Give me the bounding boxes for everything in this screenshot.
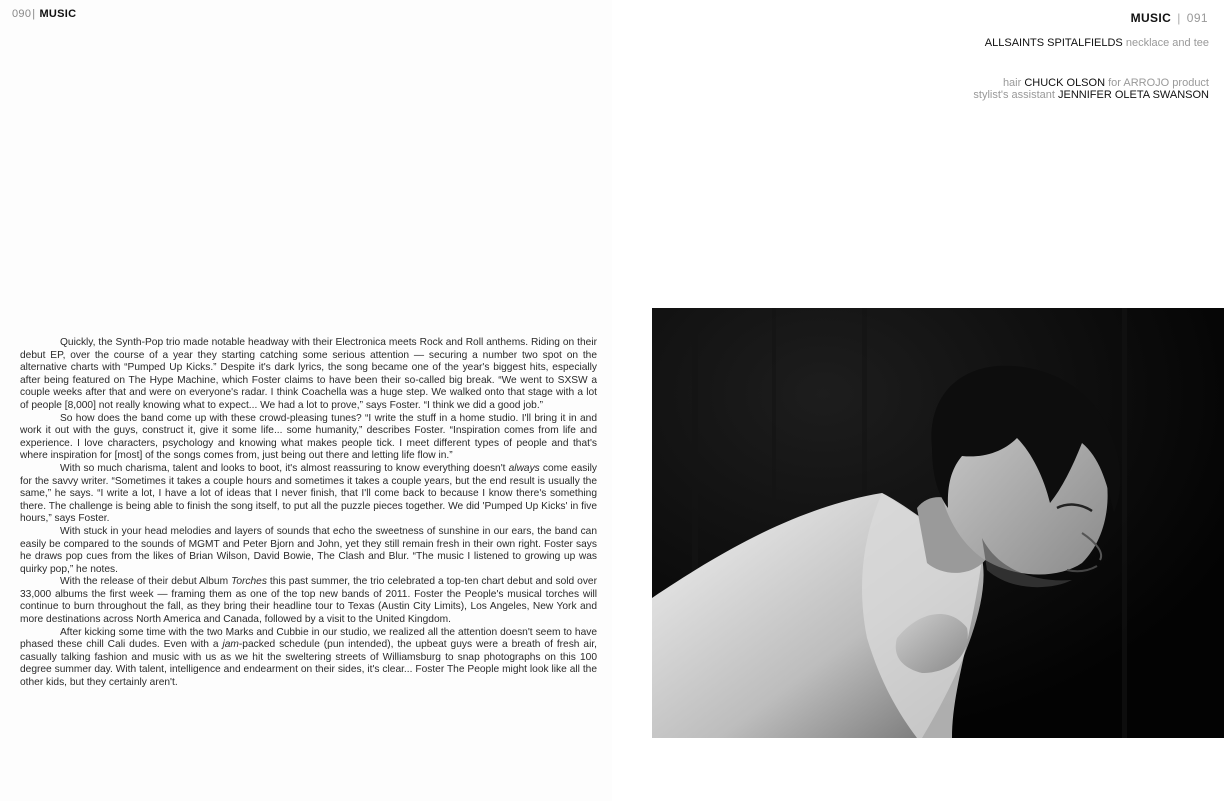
right-folio-separator: | [1177,11,1181,25]
assistant-name: JENNIFER OLETA SWANSON [1058,89,1209,101]
article-paragraph-3: With so much charisma, talent and looks to boot, it's almost reassuring to know everything doesn't always come easily for the savvy writer. “Sometimes it takes a couple hours and sometimes it takes a couple years, but the end result is usually the same,” he says. “I write a lot, I have a lot of ideas that I never finish, that I'll come back to because I know there's something there. The challenge is being able to finish the song itself, to put all the puzzle pieces together. We did 'Pumped Up Kicks' in five hours,” says Foster. [20,462,597,525]
portrait-illustration [652,308,1224,738]
article-body [20,337,597,690]
right-section-title: MUSIC [1130,11,1172,25]
wardrobe-credit [973,37,1209,50]
article-paragraph-1: Quickly, the Synth-Pop trio made notable headway with their Electronica meets Rock and Roll anthems. Riding on their debut EP, over the course of a year they starting catching some serious attention — securing a number two spot on the alternative charts with “Pumped Up Kicks.” Despite it's dark lyrics, the song became one of the year's biggest hits, especially after being featured on The Hype Machine, which Foster claims to have been their so-called big break. “We went to SXSW a couple weeks after that and were on everyone's radar. I think Coachella was a huge step. We walked onto that stage with a lot of people [8,000] not really knowing what to expect... We had a lot to prove,” says Foster. “I think we did a good job.” [20,337,597,411]
article-paragraph-2: So how does the band come up with these crowd-pleasing tunes? “I write the stuff in a home studio. I'll bring it in and work it out with the guys, construct it, give it some life... some humanity,” describes Foster. “Inspiration comes from life and experience. I love characters, psychology and knowing what makes people tick. I meet different types of people and that's where inspiration for [most] of the songs comes from, just being out there and letting life flow in.” [20,412,597,462]
article-paragraph-4: With stuck in your head melodies and layers of sounds that echo the sweetness of sunshine in our ears, the band can easily be compared to the sounds of MGMT and Peter Bjorn and John, yet they still remain fresh in their own right. Foster says he draws pop cues from the likes of Brian Wilson, David Bowie, The Clash and Blur. “The music I listened to growing up was quirky pop,” he notes. [20,525,597,575]
right-page-number: 091 [1186,11,1208,25]
brand-items: necklace and tee [1125,37,1209,49]
portrait-photo [652,308,1224,738]
left-section-title: MUSIC [39,8,77,20]
assistant-credit: stylist's assistant JENNIFER OLETA SWANSON [973,89,1209,101]
fashion-credits [973,37,1209,102]
left-page-number: 090 [12,8,32,20]
emphasis-always: always [508,462,540,474]
hair-stylist-name: CHUCK OLSON [1024,76,1106,89]
article-paragraph-6: After kicking some time with the two Marks and Cubbie in our studio, we realized all the attention doesn't seem to have phased these chill Cali dudes. Even with a jam-packed schedule (pun intended), the upbeat guys were a breath of fresh air, casually talking fashion and music with us as we hit the sweltering streets of Williamsburg to snap photographs on this 100 degree summer day. With talent, intelligence and endearment on their sides, it's clear... Foster The People might look like all the other kids, but they certainly aren't. [20,626,597,689]
left-folio [12,8,76,20]
right-folio [1131,11,1208,25]
album-title-torches: Torches [231,576,267,588]
brand-name: ALLSAINTS SPITALFIELDS [984,37,1123,49]
hair-credit: hair CHUCK OLSON for ARROJO product [1002,76,1209,89]
emphasis-jam: jam [222,639,239,651]
salon-name: ARROJO [1123,76,1170,89]
article-paragraph-5: With the release of their debut Album Torches this past summer, the trio celebrated a top-ten chart debut and sold over 33,000 albums the first week — framing them as one of the top new bands of 2011. Foster the People's musical torches will continue to burn throughout the fall, as they bring their headline tour to Texas (Austin City Limits), Los Angeles, New York and more destinations across North America and Canada, followed by a visit to the United Kingdom. [20,576,597,626]
left-folio-separator: | [32,8,36,20]
